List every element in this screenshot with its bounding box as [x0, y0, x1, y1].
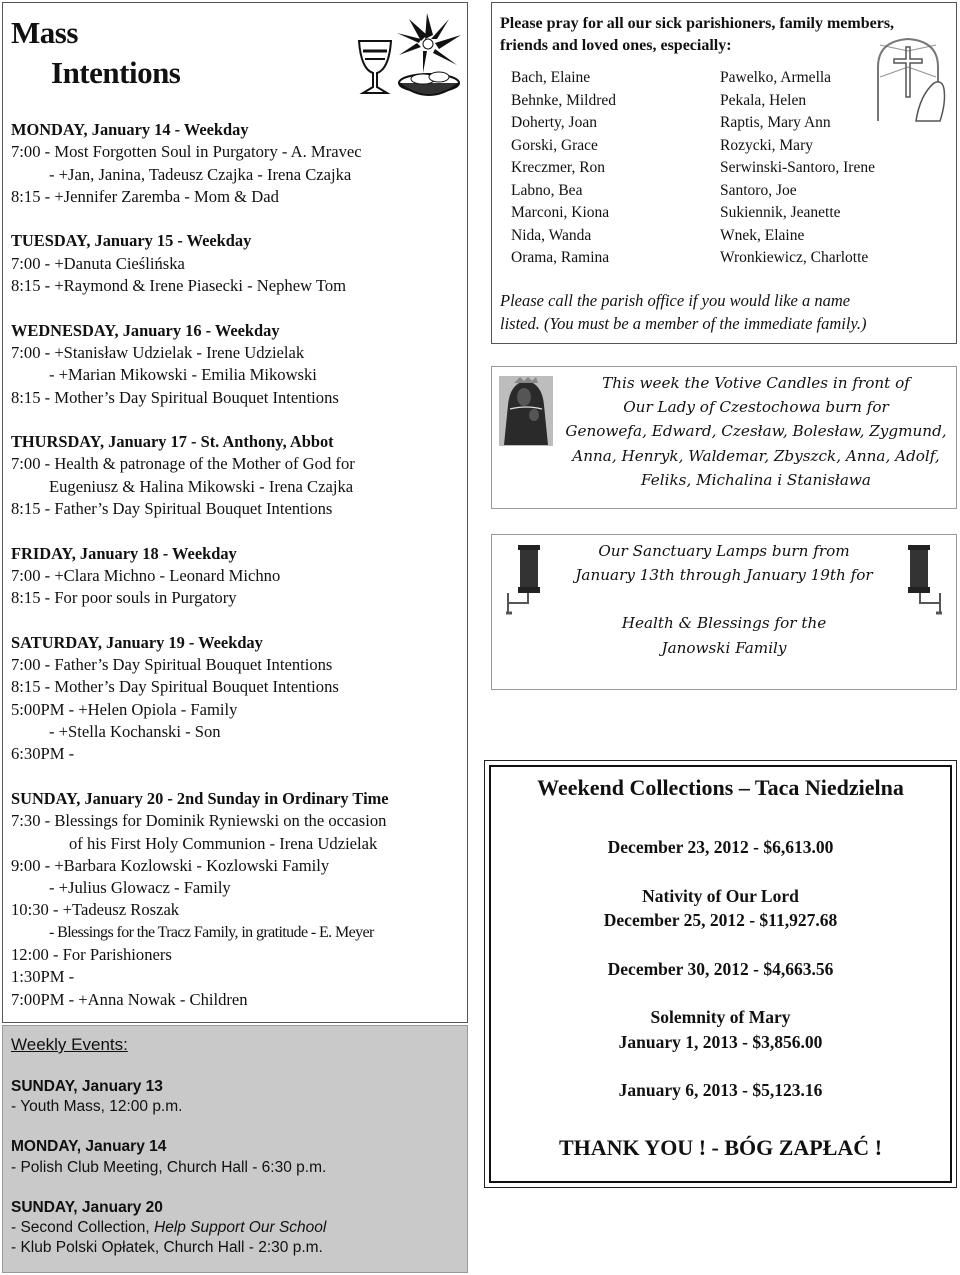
lamp-line: Janowski Family	[661, 638, 787, 657]
intention-line: 7:00 - Most Forgotten Soul in Purgatory - A. Mravec	[11, 142, 362, 162]
collection-line: January 1, 2013 - $3,856.00	[618, 1031, 823, 1052]
intention-line: 8:15 - For poor souls in Purgatory	[11, 588, 237, 608]
collection-line: January 6, 2013 - $5,123.16	[618, 1080, 823, 1100]
event-line-italic: Help Support Our School	[154, 1219, 327, 1237]
collections-title: Weekend Collections – Taca Niedzielna	[537, 775, 904, 800]
sick-name: Raptis, Mary Ann	[720, 114, 831, 131]
event-day: SUNDAY, January 20	[11, 1198, 163, 1216]
day-heading: THURSDAY, January 17 - St. Anthony, Abbot	[11, 432, 334, 452]
weekly-events-title: Weekly Events:	[11, 1035, 128, 1054]
sick-name: Bach, Elaine	[511, 69, 591, 86]
votive-candles-text	[558, 371, 954, 492]
event-sunday-jan-13	[11, 1077, 459, 1117]
event-monday-jan-14	[11, 1137, 459, 1177]
title-line-1: Mass	[11, 15, 78, 50]
day-friday	[11, 543, 466, 610]
mass-intentions-panel	[2, 2, 468, 1023]
votive-line: Genowefa, Edward, Czesław, Bolesław, Zygmund,	[565, 422, 947, 441]
intention-line: 5:00PM - +Helen Opiola - Family	[11, 699, 238, 719]
votive-line: Feliks, Michalina i Stanisława	[641, 470, 871, 489]
day-thursday	[11, 431, 466, 520]
collections-frame	[489, 765, 952, 1183]
intention-line: 9:00 - +Barbara Kozlowski - Kozlowski Family	[11, 855, 330, 875]
sick-name: Doherty, Joan	[511, 114, 597, 131]
weekly-events-panel	[2, 1025, 468, 1273]
intention-line: - +Stella Kochanski - Son	[49, 722, 221, 742]
sick-names-right	[720, 67, 875, 270]
sick-name: Nida, Wanda	[511, 226, 592, 244]
note-line: Please call the parish office if you would like a name	[500, 291, 851, 310]
sanctuary-lamps-panel	[491, 534, 957, 690]
event-day: SUNDAY, January 13	[11, 1078, 163, 1095]
day-heading: FRIDAY, January 18 - Weekday	[11, 543, 237, 563]
mass-intentions-list	[11, 119, 466, 1033]
intention-line: - Blessings for the Tracz Family, in gratitude - E. Meyer	[49, 923, 374, 941]
praying-hands-cross-icon	[870, 37, 952, 123]
intention-line: 1:30PM -	[11, 967, 75, 987]
intention-line: 8:15 - Mother’s Day Spiritual Bouquet Intentions	[11, 677, 339, 697]
title-line-2: Intentions	[51, 55, 181, 90]
sick-name: Behnke, Mildred	[511, 91, 617, 109]
collection-line: Solemnity of Mary	[650, 1007, 791, 1027]
collection-line: December 30, 2012 - $4,663.56	[607, 958, 834, 979]
our-lady-of-czestochowa-icon	[498, 375, 554, 447]
sick-name: Wronkiewicz, Charlotte	[720, 249, 869, 266]
day-heading: WEDNESDAY, January 16 - Weekday	[11, 320, 280, 340]
day-heading: SUNDAY, January 20 - 2nd Sunday in Ordinary Time	[11, 788, 389, 808]
sick-name: Kreczmer, Ron	[511, 159, 606, 176]
intention-line: 7:00PM - +Anna Nowak - Children	[11, 989, 248, 1009]
collection-entry	[491, 835, 950, 860]
intention-line: 8:15 - +Jennifer Zaremba - Mom & Dad	[11, 186, 279, 206]
intention-line: 8:15 - Mother’s Day Spiritual Bouquet Intentions	[11, 387, 339, 407]
event-line-prefix: - Second Collection,	[11, 1219, 155, 1237]
event-sunday-jan-20	[11, 1198, 459, 1259]
collection-line: December 23, 2012 - $6,613.00	[607, 837, 834, 857]
day-wednesday	[11, 320, 466, 409]
collection-entry	[491, 884, 950, 933]
sick-name: Pekala, Helen	[720, 91, 807, 109]
day-heading: SATURDAY, January 19 - Weekday	[11, 632, 263, 652]
weekend-collections-panel	[484, 760, 957, 1188]
sanctuary-lamps-text	[554, 539, 894, 660]
intention-line: - +Jan, Janina, Tadeusz Czajka - Irena Czajka	[49, 164, 352, 184]
lamp-line: January 13th through January 19th for	[575, 566, 873, 585]
votive-candles-panel	[491, 366, 957, 509]
sick-name: Gorski, Grace	[511, 136, 598, 154]
intention-line: 8:15 - Father’s Day Spiritual Bouquet Intentions	[11, 499, 333, 519]
day-tuesday	[11, 230, 466, 297]
lamp-line: Our Sanctuary Lamps burn from	[598, 542, 850, 560]
note-line: listed. (You must be a member of the immediate family.)	[500, 313, 867, 333]
day-monday	[11, 119, 466, 208]
intention-line: 7:00 - +Clara Michno - Leonard Michno	[11, 565, 281, 585]
collection-line: Nativity of Our Lord	[642, 885, 799, 906]
intention-line: 12:00 - For Parishioners	[11, 944, 172, 964]
intention-line: 7:00 - +Stanisław Udzielak - Irene Udzielak	[11, 342, 305, 362]
intention-line: - +Julius Glowacz - Family	[49, 878, 231, 898]
event-line: - Klub Polski Opłatek, Church Hall - 2:30 p.m.	[11, 1239, 323, 1257]
intention-line: 8:15 - +Raymond & Irene Piasecki - Nephew Tom	[11, 276, 347, 296]
chalice-poinsettia-illustration	[351, 11, 463, 101]
sick-names-left	[511, 67, 616, 270]
intention-line: 10:30 - +Tadeusz Roszak	[11, 900, 180, 920]
sick-list-note	[500, 290, 866, 335]
collection-entry	[491, 957, 950, 982]
sanctuary-lamp-icon	[898, 543, 946, 623]
votive-line: Anna, Henryk, Waldemar, Zbyszck, Anna, Adolf,	[572, 446, 940, 465]
sick-name: Sukiennik, Jeanette	[720, 204, 841, 221]
day-saturday	[11, 632, 466, 766]
mass-intentions-title	[11, 13, 180, 93]
day-heading: TUESDAY, January 15 - Weekday	[11, 231, 252, 251]
sanctuary-lamp-icon	[502, 543, 550, 623]
intention-line: 7:00 - +Danuta Cieślińska	[11, 253, 185, 273]
collection-entry	[491, 1078, 950, 1103]
lamp-line: Health & Blessings for the	[621, 614, 827, 633]
collection-line: December 25, 2012 - $11,927.68	[603, 910, 838, 930]
intention-line: 7:00 - Health & patronage of the Mother of God for	[11, 454, 355, 474]
event-line	[11, 1218, 459, 1238]
votive-line: Our Lady of Czestochowa burn for	[623, 398, 889, 417]
sick-name: Wnek, Elaine	[720, 226, 805, 244]
sick-name: Labno, Bea	[511, 181, 583, 199]
intention-line: 6:30PM -	[11, 744, 75, 764]
day-heading: MONDAY, January 14 - Weekday	[11, 120, 249, 139]
collection-entry	[491, 1005, 950, 1054]
intention-line: Eugeniusz & Halina Mikowski - Irena Czajka	[49, 476, 354, 496]
event-line: - Polish Club Meeting, Church Hall - 6:30 p.m.	[11, 1158, 327, 1176]
votive-line: This week the Votive Candles in front of	[602, 374, 910, 392]
sick-list-title: Please pray for all our sick parishioners, family members, friends and loved ones, especially:	[500, 15, 895, 54]
intention-line: of his First Holy Communion - Irena Udzielak	[69, 833, 378, 853]
sick-parishioners-panel	[491, 2, 957, 344]
event-line: - Youth Mass, 12:00 p.m.	[11, 1098, 183, 1116]
intention-line: 7:00 - Father’s Day Spiritual Bouquet Intentions	[11, 655, 333, 675]
thank-you-text: THANK YOU ! - BÓG ZAPŁAĆ !	[558, 1134, 883, 1160]
day-sunday	[11, 788, 466, 1011]
sick-name: Marconi, Kiona	[511, 204, 610, 221]
spacer	[554, 587, 894, 611]
event-day: MONDAY, January 14	[11, 1138, 167, 1156]
sick-name: Santoro, Joe	[720, 181, 797, 199]
intention-line: 7:30 - Blessings for Dominik Ryniewski on the occasion	[11, 811, 387, 831]
sick-name: Serwinski-Santoro, Irene	[720, 159, 875, 176]
sick-name: Rozycki, Mary	[720, 136, 813, 154]
sick-name: Pawelko, Armella	[720, 69, 832, 86]
intention-line: - +Marian Mikowski - Emilia Mikowski	[49, 365, 317, 385]
sick-name: Orama, Ramina	[511, 249, 610, 266]
